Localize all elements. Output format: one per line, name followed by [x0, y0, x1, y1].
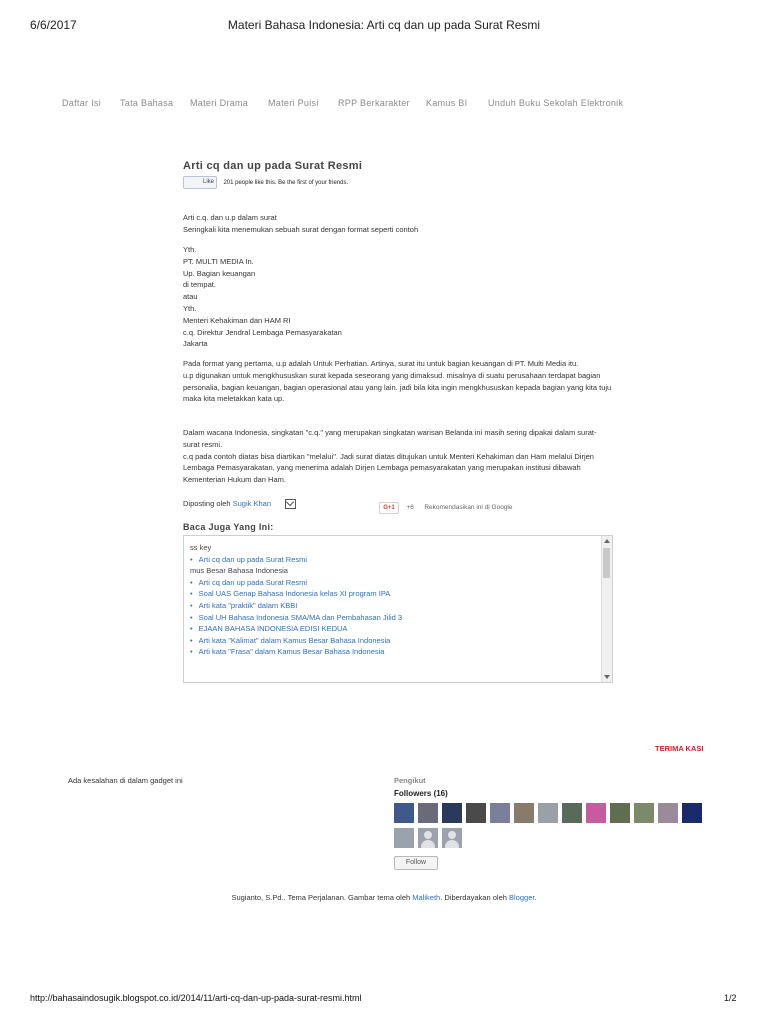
google-plus-widget	[379, 499, 513, 511]
post-meta	[183, 499, 296, 509]
related-post-text: ss key	[190, 543, 212, 552]
print-url: http://bahasaindosugik.blogspot.co.id/2014/11/arti-cq-dan-up-pada-surat-resmi.html	[30, 993, 362, 1003]
gadget-error-message: Ada kesalahan di dalam gadget ini	[68, 776, 183, 785]
body-line: PT. MULTI MEDIA In.	[183, 256, 254, 266]
related-post-link[interactable]: • Arti kata "Frasa" dalam Kamus Besar Bahasa Indonesia	[190, 646, 595, 658]
related-post-link[interactable]: • Arti cq dan up pada Surat Resmi	[190, 554, 595, 566]
footer-credit	[0, 893, 768, 902]
body-line: Pada format yang pertama, u.p adalah Untuk Perhatian. Artinya, surat itu untuk bagian keuangan di PT. Multi Media itu.	[183, 359, 579, 368]
theme-author-link[interactable]: Maliketh	[412, 893, 441, 902]
nav-item-daftar-isi[interactable]: Daftar Isi	[62, 98, 102, 108]
body-line: Menteri Kehakiman dan HAM RI	[183, 315, 291, 325]
related-posts-box[interactable]	[183, 535, 613, 683]
related-post-text: mus Besar Bahasa Indonesia	[190, 566, 288, 576]
follower-avatar[interactable]	[442, 828, 462, 848]
body-line: Up. Bagian keuangan	[183, 268, 256, 278]
body-line: c.q. Direktur Jendral Lembaga Pemasyarakatan	[183, 327, 342, 337]
like-count-text: 201 people like this. Be the first of your friends.	[223, 179, 349, 186]
email-post-icon[interactable]	[285, 499, 296, 509]
blogger-link[interactable]: Blogger	[509, 893, 535, 902]
body-line: Dalam wacana Indonesia, singkatan "c.q." yang merupakan singkatan warisan Belanda ini masih sering dipakai dalam surat-surat resmi.	[183, 428, 597, 449]
scroll-up-icon[interactable]	[604, 539, 610, 543]
nav-item-unduh-bse[interactable]: Unduh Buku Sekolah Elektronik	[488, 98, 624, 108]
post-paragraph-example	[183, 244, 613, 350]
scroll-down-icon[interactable]	[604, 675, 610, 679]
related-post-link[interactable]: • Soal UAS Genap Bahasa Indonesia kelas XI program IPA	[190, 588, 595, 600]
related-post-link[interactable]: • Soal UH Bahasa Indonesia SMA/MA dan Pembahasan Jilid 3	[190, 612, 595, 624]
follower-avatar[interactable]	[658, 803, 678, 823]
gplus-recommend-text: Rekomendasikan ini di Google	[424, 504, 513, 512]
followers-widget-title: Pengikut	[394, 776, 426, 785]
body-line: c.q pada contoh diatas bisa diartikan "melalui". Jadi surat diatas ditujukan untuk Menteri Kehakiman dan Ham melalui Dirjen Lembaga Pemasyarakatan, yang menerima adalah Dirjen Lembaga pemasyarakatan yang merupakan institusi dibawah Kementerian Hukum dan Ham.	[183, 451, 594, 485]
follower-avatar[interactable]	[634, 803, 654, 823]
body-line: u.p digunakan untuk mengkhususkan surat kepada seseorang yang dimaksud. misalnya di suatu perusahaan terdapat bagian personalia, bagian keuangan, bagian operasional atau yang lain. jadi bila kita ingin mengkhususkan kepada bagian yang kita tuju maka kita meletakkan kata up.	[183, 370, 612, 404]
related-posts-list	[190, 542, 595, 658]
post-paragraph-intro	[183, 212, 613, 236]
body-line: Jakarta	[183, 339, 208, 349]
credit-text: .	[534, 893, 537, 902]
follower-avatar[interactable]	[562, 803, 582, 823]
related-posts-heading: Baca Juga Yang Ini:	[183, 522, 274, 532]
scroll-thumb[interactable]	[603, 548, 610, 578]
body-line: atau	[183, 292, 198, 302]
body-line: Yth.	[183, 245, 197, 254]
follower-avatar[interactable]	[538, 803, 558, 823]
follower-avatar[interactable]	[490, 803, 510, 823]
follower-avatar[interactable]	[682, 803, 702, 823]
related-scrollbar[interactable]	[601, 536, 612, 682]
body-line: Seringkali kita menemukan sebuah surat dengan format seperti contoh	[183, 224, 419, 234]
nav-item-tata-bahasa[interactable]: Tata Bahasa	[120, 98, 174, 108]
top-navigation	[0, 98, 768, 112]
nav-item-materi-puisi[interactable]: Materi Puisi	[268, 98, 319, 108]
related-post-link[interactable]: • EJAAN BAHASA INDONESIA EDISI KEDUA	[190, 623, 595, 635]
post-paragraph-up	[183, 358, 613, 405]
follower-avatar[interactable]	[394, 803, 414, 823]
followers-count[interactable]: Followers (16)	[394, 789, 448, 798]
print-date: 6/6/2017	[30, 18, 77, 32]
credit-text: . Diberdayakan oleh	[440, 893, 507, 902]
follower-avatar[interactable]	[418, 828, 438, 848]
body-line: di tempat.	[183, 280, 216, 290]
like-button[interactable]: Like	[183, 176, 217, 189]
post-paragraph-cq	[183, 427, 613, 486]
follower-avatar[interactable]	[418, 803, 438, 823]
print-title: Materi Bahasa Indonesia: Arti cq dan up pada Surat Resmi	[227, 18, 541, 32]
gplus-count: +6	[406, 504, 414, 512]
related-post-link[interactable]: • Arti cq dan up pada Surat Resmi	[190, 577, 595, 589]
nav-item-materi-drama[interactable]: Materi Drama	[190, 98, 249, 108]
credit-text: Sugianto, S.Pd.. Tema Perjalanan. Gambar tema oleh	[231, 893, 411, 902]
author-link[interactable]: Sugik Khan	[232, 499, 271, 508]
follower-avatar[interactable]	[514, 803, 534, 823]
post-title[interactable]: Arti cq dan up pada Surat Resmi	[183, 160, 363, 172]
follower-avatar[interactable]	[586, 803, 606, 823]
nav-item-rpp-berkarakter[interactable]: RPP Berkarakter	[338, 98, 410, 108]
body-line: Yth.	[183, 303, 197, 313]
follow-button[interactable]: Follow	[394, 856, 438, 870]
related-post-link[interactable]: • Arti kata "praktik" dalam KBBI	[190, 600, 595, 612]
print-page-number: 1/2	[724, 993, 737, 1003]
nav-item-kamus-bi[interactable]: Kamus BI	[426, 98, 468, 108]
related-post-link[interactable]: • Arti kata "Kalimat" dalam Kamus Besar Bahasa Indonesia	[190, 635, 595, 647]
gplus-button[interactable]: G+1	[379, 502, 399, 514]
posted-by-label: Diposting oleh	[183, 499, 231, 508]
follower-avatar[interactable]	[610, 803, 630, 823]
body-line: Arti c.q. dan u.p dalam surat	[183, 213, 277, 222]
follower-avatar[interactable]	[442, 803, 462, 823]
follower-avatar[interactable]	[466, 803, 486, 823]
follower-avatar[interactable]	[394, 828, 414, 848]
facebook-like-widget	[183, 174, 348, 188]
terima-kasih-text: TERIMA KASI	[655, 744, 704, 753]
